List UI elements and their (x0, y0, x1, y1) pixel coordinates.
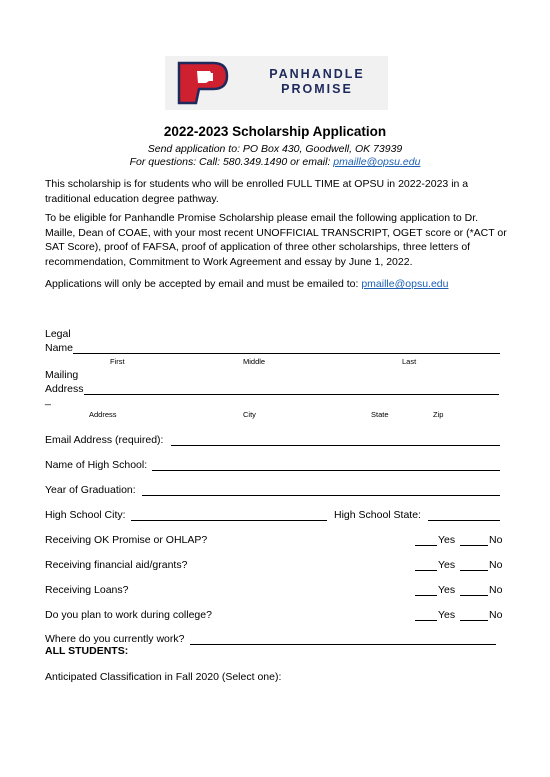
work-plan-no-label: No (489, 609, 503, 621)
current-work-label: Where do you currently work? (45, 633, 185, 645)
financial-aid-no-blank[interactable] (460, 570, 488, 571)
intro-paragraph-2: To be eligible for Panhandle Promise Scholarship please email the following application to Dr. Maille, Dean of COAE, with your most recent UNOFFICIAL TRANSCRIPT, OGET score or (*ACT or SAT Score), proof of FAFSA, proof of application of three other scholarships, three letters of recommendation, Commitment to Work Agreement and essay by June 1, 2022. (45, 212, 507, 268)
question-work-plan: Do you plan to work during college? (45, 609, 212, 621)
submit-instructions: Applications will only be accepted by email and must be emailed to: (45, 278, 362, 290)
mailing-address-dash: _ (45, 394, 51, 406)
loans-yes-blank[interactable] (415, 595, 437, 596)
ok-promise-no-blank[interactable] (460, 545, 488, 546)
hs-city-field[interactable] (131, 520, 327, 521)
legal-name-label-line1: Legal (45, 328, 71, 340)
submit-email-link[interactable]: pmaille@opsu.edu (361, 278, 449, 290)
page-title: 2022-2023 Scholarship Application (163, 124, 387, 139)
work-plan-yes-label: Yes (438, 609, 456, 621)
mailing-address-field[interactable] (84, 394, 499, 395)
ok-promise-yes-blank[interactable] (415, 545, 437, 546)
last-name-caption: Last (402, 357, 417, 366)
high-school-field[interactable] (152, 470, 500, 471)
address-caption: Address (89, 410, 117, 419)
loans-yes-label: Yes (438, 584, 456, 596)
email-label: Email Address (required): (45, 434, 164, 446)
hs-state-label: High School State: (334, 509, 421, 521)
all-students-heading: ALL STUDENTS: (45, 645, 129, 657)
zip-caption: Zip (433, 410, 444, 419)
financial-aid-yes-label: Yes (438, 559, 456, 571)
logo-line2: PROMISE (281, 82, 353, 96)
current-work-field[interactable] (190, 644, 496, 645)
mailing-address-label-line2: Address (45, 383, 84, 395)
ok-promise-yes-label: Yes (438, 534, 456, 546)
work-plan-yes-blank[interactable] (415, 620, 437, 621)
graduation-year-field[interactable] (142, 495, 500, 496)
send-to-text: Send application to: PO Box 430, Goodwell, OK 73939 (147, 143, 403, 155)
email-field[interactable] (171, 445, 500, 446)
logo-p-mark (173, 59, 233, 107)
program-logo (165, 56, 388, 110)
question-ok-promise: Receiving OK Promise or OHLAP? (45, 534, 208, 546)
question-loans: Receiving Loans? (45, 584, 129, 596)
loans-no-blank[interactable] (460, 595, 488, 596)
classification-label: Anticipated Classification in Fall 2020 (Select one): (45, 671, 282, 683)
financial-aid-yes-blank[interactable] (415, 570, 437, 571)
ok-promise-no-label: No (489, 534, 503, 546)
hs-city-label: High School City: (45, 509, 126, 521)
questions-contact (0, 156, 550, 168)
mailing-address-label-line1: Mailing (45, 369, 79, 381)
work-plan-no-blank[interactable] (460, 620, 488, 621)
high-school-label: Name of High School: (45, 459, 148, 471)
questions-prefix: For questions: Call: 580.349.1490 or email: (129, 156, 334, 168)
intro-paragraph-1: This scholarship is for students who will be enrolled FULL TIME at OPSU in 2022-2023 in a traditional education degree pathway. (45, 178, 469, 205)
question-financial-aid: Receiving financial aid/grants? (45, 559, 188, 571)
city-caption: City (243, 410, 256, 419)
middle-name-caption: Middle (243, 357, 266, 366)
loans-no-label: No (489, 584, 503, 596)
hs-state-field[interactable] (428, 520, 500, 521)
first-name-caption: First (110, 357, 125, 366)
state-caption: State (371, 410, 389, 419)
logo-line1: PANHANDLE (269, 67, 365, 81)
legal-name-label-line2: Name (45, 342, 74, 354)
intro-paragraph-3 (45, 277, 507, 292)
financial-aid-no-label: No (489, 559, 503, 571)
logo-wordmark (249, 67, 385, 97)
graduation-year-label: Year of Graduation: (45, 484, 136, 496)
legal-name-field[interactable] (73, 353, 500, 354)
contact-email-link[interactable]: pmaille@opsu.edu (333, 156, 421, 168)
